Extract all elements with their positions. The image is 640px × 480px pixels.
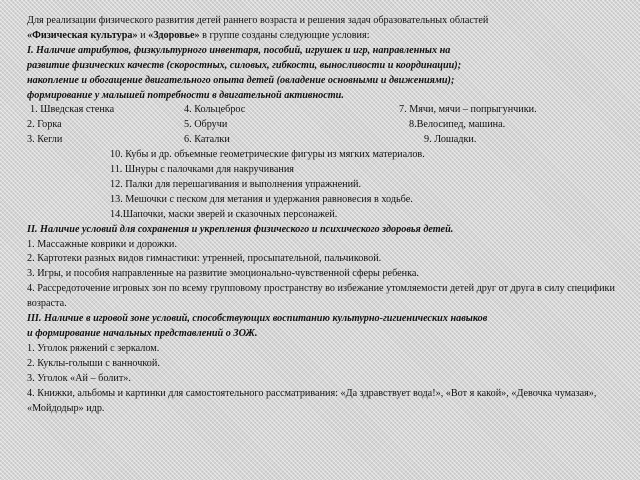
- list-item: 4. Кольцеброс: [184, 104, 246, 116]
- equipment-row-1: [27, 103, 627, 118]
- list-item: 4. Рассредоточение игровых зон по всему групповому пространству во избежание утомляемости детей друг от друга в силу специфики возраста.: [27, 283, 615, 310]
- list-item: 6. Каталки: [184, 134, 230, 146]
- list-item: 3. Уголок «Ай – болит».: [27, 372, 131, 384]
- intro-and: и: [137, 29, 149, 41]
- intro-line-2: [27, 29, 627, 44]
- list-item: 2. Куклы-голыши с ванночкой.: [27, 357, 160, 369]
- section1-heading-4: формирование у малышей потребности в двигательной активности.: [27, 89, 344, 101]
- list-item: 1. Шведская стенка: [30, 104, 115, 116]
- area-health: «Здоровье»: [148, 29, 200, 41]
- list-item: 3. Кегли: [27, 134, 63, 146]
- list-item: 2. Картотеки разных видов гимнастики: утренней, просыпательной, пальчиковой.: [27, 253, 382, 265]
- equipment-row-3: [27, 133, 627, 148]
- list-item: 14.Шапочки, маски зверей и сказочных персонажей.: [110, 208, 338, 220]
- list-item: 5. Обручи: [184, 119, 228, 131]
- section1-heading-2: развитие физических качеств (скоростных, силовых, гибкости, выносливости и координации);: [27, 59, 462, 71]
- list-item: 8.Велосипед, машина.: [409, 119, 506, 131]
- list-item: 1. Уголок ряжений с зеркалом.: [27, 342, 160, 354]
- equipment-row-2: [27, 118, 627, 133]
- list-item: 3. Игры, и пособия направленные на развитие эмоционально-чувственной сферы ребенка.: [27, 268, 419, 280]
- list-item: 13. Мешочки с песком для метания и удержания равновесия в ходьбе.: [110, 193, 413, 205]
- list-item: 9. Лошадки.: [424, 134, 477, 146]
- section1-heading-3: накопление и обогащение двигательного опыта детей (овладение основными и движениями);: [27, 74, 455, 86]
- slide-content: [27, 14, 627, 416]
- section3-heading-1: III. Наличие в игровой зоне условий, способствующих воспитанию культурно-гигиенических навыков: [27, 313, 488, 325]
- section1-heading-1: I. Наличие атрибутов, физкультурного инвентаря, пособий, игрушек и игр, направленных на: [27, 44, 451, 56]
- section3-heading-2: и формирование начальных представлений о ЗОЖ.: [27, 327, 258, 339]
- intro-line-1: Для реализации физического развития детей раннего возраста и решения задач образовательных областей: [27, 15, 489, 26]
- list-item: 7. Мячи, мячи – попрыгунчики.: [399, 104, 537, 116]
- list-item: 10. Кубы и др. объемные геометрические фигуры из мягких материалов.: [110, 149, 425, 161]
- list-item: 12. Палки для перешагивания и выполнения упражнений.: [110, 178, 362, 190]
- area-physical-culture: «Физическая культура»: [27, 29, 138, 41]
- list-item: 1. Массажные коврики и дорожки.: [27, 238, 177, 250]
- list-item: 2. Горка: [27, 119, 62, 131]
- list-item: 4. Книжки, альбомы и картинки для самостоятельного рассматривания: «Да здравствует вода!», «Вот я какой», «Девочка чумазая», «Мойдодыр» идр.: [27, 387, 597, 414]
- intro-tail: в группе созданы следующие условия:: [199, 29, 370, 41]
- list-item: 11. Шнуры с палочками для накручивания: [110, 164, 294, 176]
- section2-heading: II. Наличие условий для сохранения и укрепления физического и психического здоровья детей.: [27, 223, 454, 235]
